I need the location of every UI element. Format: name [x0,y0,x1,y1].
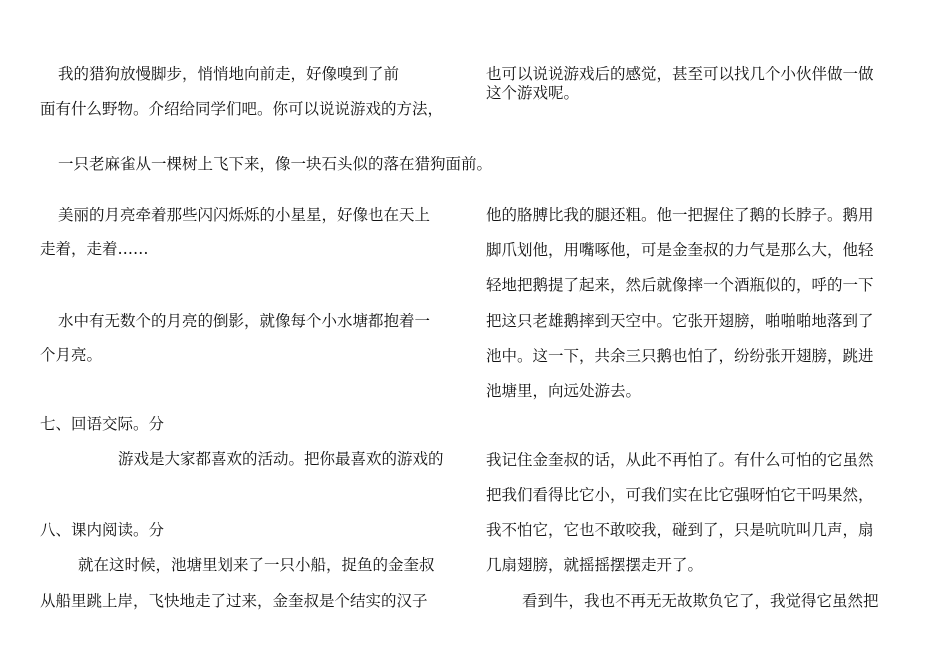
para-goose-line3: 轻地把鹅提了起来，然后就像摔一个酒瓶似的，呼的一下 [486,276,874,294]
para-hunting-dog-line2: 面有什么野物。介绍给同学们吧。你可以说说游戏的方法， [40,100,444,118]
para-reading-line2: 从船里跳上岸，飞快地走了过来，金奎叔是个结实的汉子 [40,592,428,610]
para-hunting-dog-line1: 我的猎狗放慢脚步，悄悄地向前走，好像嗅到了前 [58,65,400,83]
para-goose-line4: 把这只老雄鹅摔到天空中。它张开翅膀，啪啪啪地落到了 [486,312,874,330]
para-not-afraid-line1: 我记住金奎叔的话，从此不再怕了。有什么可怕的它虽然 [486,451,874,469]
para-moon-reflection-line2: 个月亮。 [40,346,103,364]
para-goose-line1: 他的胳膊比我的腿还粗。他一把握住了鹅的长脖子。鹅用 [486,206,874,224]
para-moon-reflection-line1: 水中有无数个的月亮的倒影，就像每个小水塘都抱着一 [58,312,431,330]
para-moon-stars-line2: 走着，走着…… [40,240,149,258]
para-goose-line6: 池塘里，向远处游去。 [486,382,642,400]
para-cow: 看到牛，我也不再无无故欺负它了，我觉得它虽然把 [522,592,879,610]
para-game-feeling-line1: 也可以说说游戏后的感觉，甚至可以找几个小伙伴做一做 [486,65,874,83]
para-not-afraid-line2: 把我们看得比它小，可我们实在比它强呀怕它干吗果然， [486,486,874,504]
para-sparrow: 一只老麻雀从一棵树上飞下来，像一块石头似的落在猎狗面前。 [58,155,493,173]
para-goose-line2: 脚爪划他，用嘴啄他，可是金奎叔的力气是那么大，他轻 [486,241,874,259]
para-moon-stars-line1: 美丽的月亮牵着那些闪闪烁烁的小星星，好像也在天上 [58,206,431,224]
para-goose-line5: 池中。这一下，共余三只鹅也怕了，纷纷张开翅膀，跳进 [486,347,874,365]
para-game-prompt: 游戏是大家都喜欢的活动。把你最喜欢的游戏的 [118,450,444,468]
para-reading-line1: 就在这时候，池塘里划来了一只小船，捉鱼的金奎叔 [78,556,435,574]
para-not-afraid-line4: 几扇翅膀，就摇摇摆摆走开了。 [486,556,704,574]
para-game-feeling-line2: 这个游戏呢。 [486,84,580,102]
para-not-afraid-line3: 我不怕它，它也不敢咬我，碰到了，只是吭吭叫几声，扇 [486,521,874,539]
section-heading-7: 七、回语交际。分 [40,415,165,433]
section-heading-8: 八、课内阅读。分 [40,521,165,539]
